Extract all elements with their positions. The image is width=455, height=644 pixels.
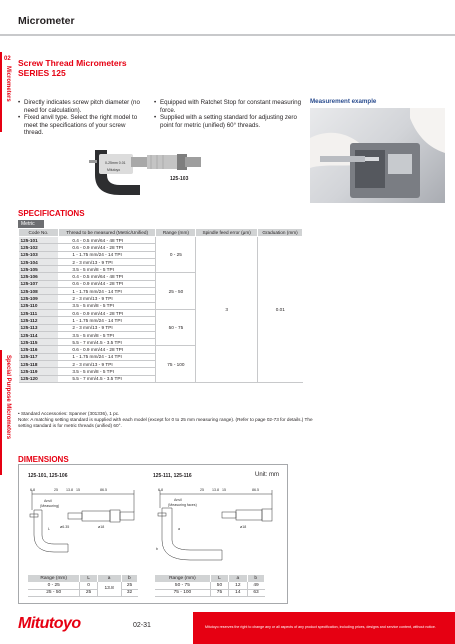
dimensions-table-right: [155, 575, 265, 597]
pitch-cell: 0.4 - 0.5 mm/64 - 48 TPI: [58, 237, 156, 244]
dim-value: L: [48, 527, 50, 531]
code-cell: 125-104: [19, 258, 59, 265]
dim-value: ø18: [240, 525, 247, 529]
dim-value: (Measuring): [40, 504, 60, 508]
code-cell: 125-112: [19, 317, 59, 324]
pitch-cell: 3.5 - 5 mm/8 - 5 TPI: [58, 302, 156, 309]
table-cell: 63: [247, 589, 264, 596]
product-title: [18, 58, 127, 78]
dim-value: 86.5: [252, 488, 259, 492]
specifications-table: [18, 228, 303, 383]
table-cell: 50: [210, 582, 228, 589]
code-cell: 125-102: [19, 244, 59, 251]
specifications-heading: SPECIFICATIONS: [18, 209, 85, 218]
page-header-title: Micrometer: [18, 15, 75, 27]
code-cell: 125-114: [19, 331, 59, 338]
metric-tag: Metric: [18, 220, 44, 228]
code-cell: 125-103: [19, 251, 59, 258]
feature-item: • Directly indicates screw pitch diameter (no need for calculation).: [18, 99, 146, 114]
pitch-cell: 0.6 - 0.9 mm/44 - 28 TPI: [58, 244, 156, 251]
pitch-cell: 2 - 3 mm/13 - 9 TPI: [58, 361, 156, 368]
column-header: a: [229, 575, 247, 582]
dim-value: 15: [222, 488, 226, 492]
dim-value: 13.8: [66, 488, 73, 492]
column-header: Range (mm): [156, 229, 196, 237]
table-row: [155, 589, 265, 596]
accessories-note: • Standard Accessories: Spanner (301336), 1 pc.: [18, 411, 120, 416]
product-title-line1: Screw Thread Micrometers: [18, 58, 127, 68]
column-header: L: [210, 575, 228, 582]
column-header: Thread to be measured (Metric/Unified): [58, 229, 156, 237]
micrometer-brand-mark: Mitutoyo: [107, 168, 121, 172]
code-cell: 125-120: [19, 375, 59, 382]
code-cell: 125-101: [19, 237, 59, 244]
pitch-cell: 0.6 - 0.9 mm/44 - 28 TPI: [58, 309, 156, 316]
pitch-cell: 2 - 3 mm/13 - 9 TPI: [58, 295, 156, 302]
column-header: Range (mm): [28, 575, 80, 582]
table-row: [155, 582, 265, 589]
header-divider: [0, 34, 455, 36]
dim-value: ø18: [98, 525, 105, 529]
table-row: [19, 237, 303, 244]
page-number: 02-31: [133, 622, 151, 629]
column-header: Graduation (mm): [258, 229, 303, 237]
dim-value: 25: [200, 488, 204, 492]
code-cell: 125-115: [19, 339, 59, 346]
code-cell: 125-106: [19, 273, 59, 280]
pitch-cell: 2 - 3 mm/13 - 9 TPI: [58, 324, 156, 331]
pitch-cell: 0.6 - 0.9 mm/44 - 28 TPI: [58, 280, 156, 287]
table-cell: 12: [229, 582, 247, 589]
code-cell: 125-113: [19, 324, 59, 331]
specifications-notes: [18, 411, 313, 429]
range-cell: 50 - 75: [156, 309, 196, 345]
table-cell: 75 - 100: [155, 589, 210, 596]
dim-value: 6.8: [30, 488, 35, 492]
dimension-drawing-left: [22, 480, 147, 565]
dimension-drawing-right: [150, 480, 285, 570]
dim-value: 13.8: [212, 488, 219, 492]
pitch-cell: 3.5 - 5 mm/8 - 5 TPI: [58, 331, 156, 338]
pitch-cell: 1 - 1.75 mm/24 - 14 TPI: [58, 288, 156, 295]
product-series: SERIES 125: [18, 68, 66, 78]
table-cell: 25: [121, 582, 137, 589]
table-cell: 75: [210, 589, 228, 596]
dimensions-right-label: 125-111, 125-116: [153, 473, 192, 479]
pitch-cell: 5.5 - 7 mm/4.5 - 3.5 TPI: [58, 339, 156, 346]
unit-label: Unit: mm: [255, 472, 279, 478]
table-cell: 32: [121, 589, 137, 596]
range-cell: 0 - 25: [156, 237, 196, 273]
table-cell: 0 - 25: [28, 582, 80, 589]
feature-item: • Supplied with a setting standard for adjusting zero point for metric (unified) 60° threads.: [154, 114, 302, 129]
column-header: Code No.: [19, 229, 59, 237]
pitch-cell: 1 - 1.75 mm/24 - 14 TPI: [58, 353, 156, 360]
pitch-cell: 1 - 1.75 mm/24 - 14 TPI: [58, 251, 156, 258]
table-cell: 49: [247, 582, 264, 589]
table-cell: 14: [229, 589, 247, 596]
micrometer-product-image: [85, 140, 210, 210]
side-accent-bar: [0, 52, 2, 132]
dim-value: 6.8: [158, 488, 163, 492]
column-header: Spindle feed error (μm): [196, 229, 258, 237]
measurement-example-label: Measurement example: [310, 98, 377, 105]
range-cell: 25 - 50: [156, 273, 196, 309]
dim-value: b: [156, 547, 158, 551]
setting-standard-note: Note: A matching setting standard is supplied with each model (except for 0 to 25 mm measuring range). (Refer to page 02-73 for details.) The setting standard is for metric threads (unified) 60°.: [18, 417, 313, 428]
range-cell: 75 - 100: [156, 346, 196, 382]
dimensions-left-label: 125-101, 125-106: [28, 473, 68, 479]
dim-value: 86.5: [100, 488, 107, 492]
dimensions-heading: DIMENSIONS: [18, 455, 69, 464]
svg-text:0-25mm 0.01: 0-25mm 0.01: [105, 161, 126, 165]
code-cell: 125-110: [19, 302, 59, 309]
pitch-cell: 3.5 - 5 mm/8 - 5 TPI: [58, 266, 156, 273]
product-image-caption: 125-103: [170, 176, 189, 182]
code-cell: 125-118: [19, 361, 59, 368]
pitch-cell: 2 - 3 mm/13 - 9 TPI: [58, 258, 156, 265]
table-cell: 25 - 50: [28, 589, 80, 596]
side-subsection-label: Special Purpose Micrometers: [5, 355, 11, 440]
dim-value: 25: [54, 488, 58, 492]
column-header: b: [247, 575, 264, 582]
dim-value: a: [178, 527, 180, 531]
column-header: L: [80, 575, 97, 582]
table-cell: 25: [80, 589, 97, 596]
pitch-cell: 3.5 - 5 mm/8 - 5 TPI: [58, 368, 156, 375]
dim-value: 15: [76, 488, 80, 492]
mitutoyo-logo: Mitutoyo: [18, 615, 81, 632]
dim-value: (Measuring faces): [168, 503, 197, 507]
pitch-cell: 0.6 - 0.9 mm/44 - 28 TPI: [58, 346, 156, 353]
code-cell: 125-107: [19, 280, 59, 287]
table-cell: 13.8: [97, 582, 121, 596]
column-header: b: [121, 575, 137, 582]
feature-list-right: [154, 99, 302, 129]
feature-item: • Fixed anvil type. Select the right model to meet the specifications of your screw thread.: [18, 114, 146, 137]
side-section-label: Micrometers: [5, 66, 11, 102]
column-header: a: [97, 575, 121, 582]
side-accent-bar-lower: [0, 350, 2, 475]
dim-value: Anvil: [44, 499, 52, 503]
graduation-cell: 0.01: [258, 237, 303, 383]
feed-error-cell: 3: [196, 237, 258, 383]
column-header: Range (mm): [155, 575, 210, 582]
footer-disclaimer: Mitutoyo reserves the right to change any or all aspects of any product specification, including prices, designs and service content, without notice.: [205, 625, 436, 629]
pitch-cell: 1 - 1.75 mm/24 - 14 TPI: [58, 317, 156, 324]
table-cell: 0: [80, 582, 97, 589]
table-cell: 50 - 75: [155, 582, 210, 589]
pitch-cell: 0.4 - 0.5 mm/64 - 48 TPI: [58, 273, 156, 280]
feature-item: • Equipped with Ratchet Stop for constant measuring force.: [154, 99, 302, 114]
dim-value: Anvil: [174, 498, 182, 502]
code-cell: 125-108: [19, 288, 59, 295]
table-row: [28, 589, 138, 596]
feature-list-left: [18, 99, 146, 137]
code-cell: 125-105: [19, 266, 59, 273]
code-cell: 125-111: [19, 309, 59, 316]
side-page-number: 02: [4, 56, 11, 62]
measurement-example-photo: [310, 108, 445, 203]
pitch-cell: 5.5 - 7 mm/4.5 - 3.5 TPI: [58, 375, 156, 382]
code-cell: 125-116: [19, 346, 59, 353]
dim-value: ø6.35: [60, 525, 70, 529]
code-cell: 125-117: [19, 353, 59, 360]
table-row: [28, 582, 138, 589]
code-cell: 125-119: [19, 368, 59, 375]
code-cell: 125-109: [19, 295, 59, 302]
dimensions-table-left: [28, 575, 138, 597]
